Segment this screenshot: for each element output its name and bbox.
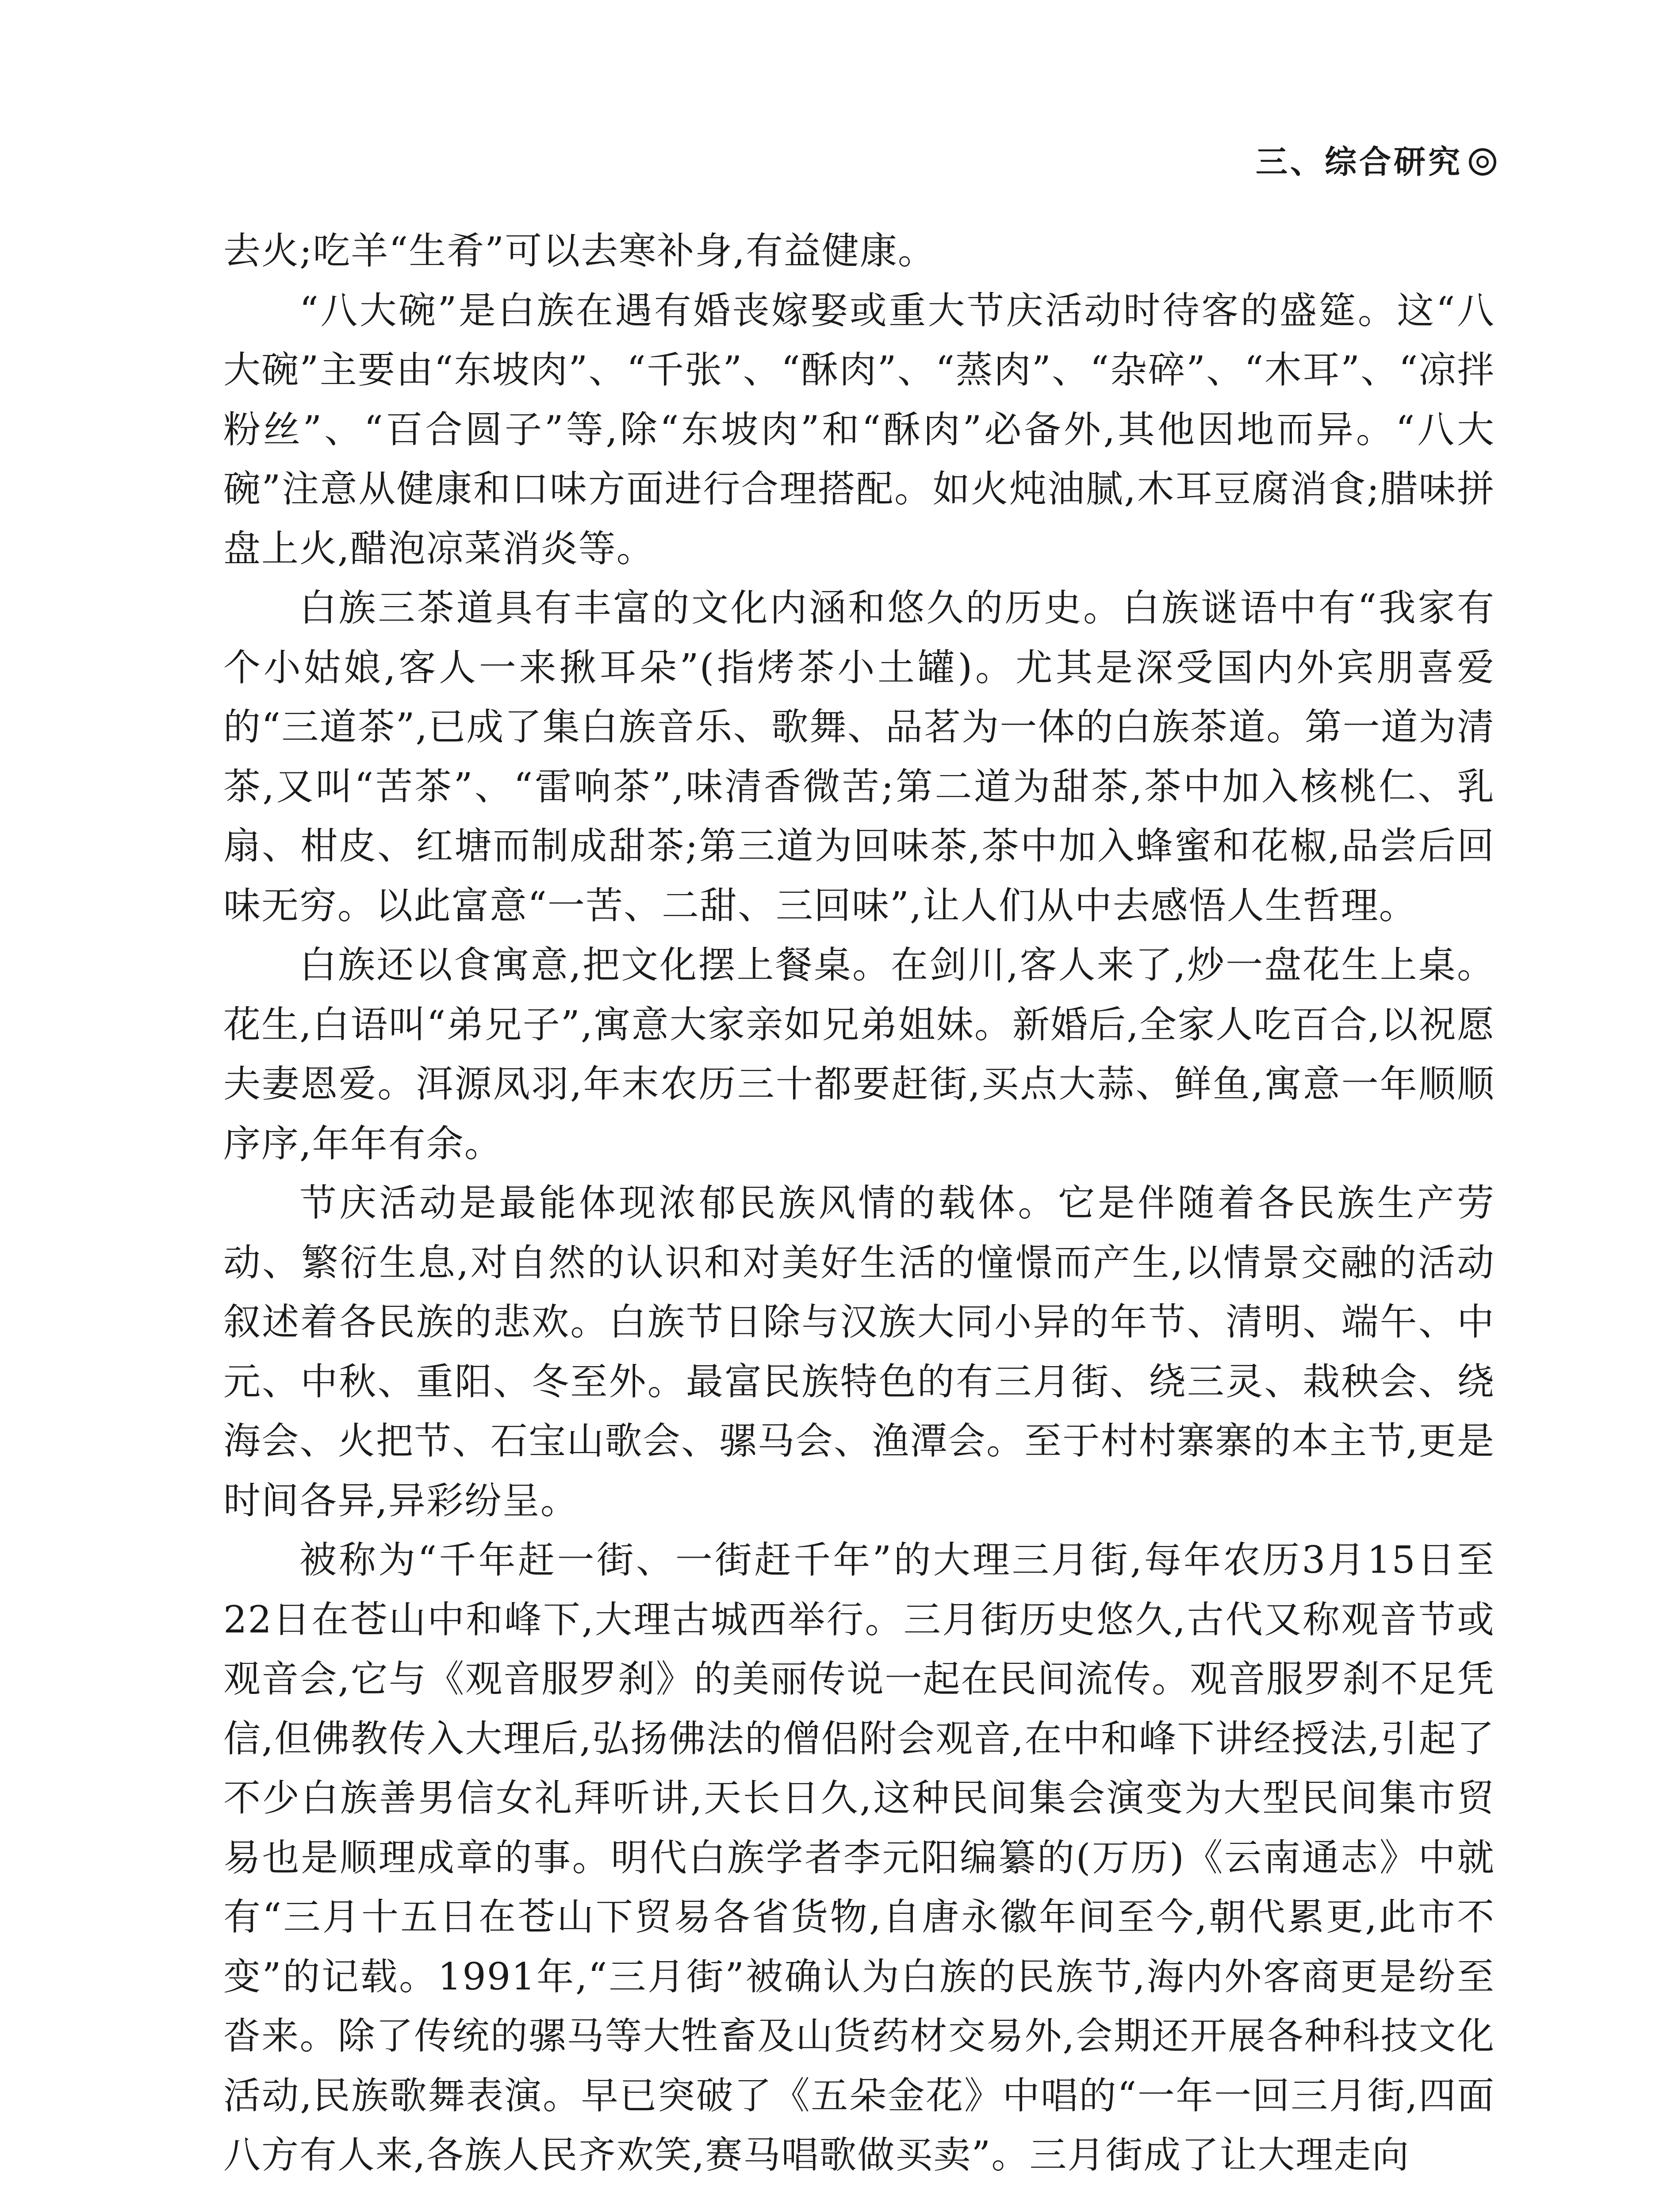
double-circle-icon <box>1469 148 1496 176</box>
paragraph: 白族还以食寓意,把文化摆上餐桌。在剑川,客人来了,炒一盘花生上桌。花生,白语叫“弟兄子”,寓意大家亲如兄弟姐妹。新婚后,全家人吃百合,以祝愿夫妻恩爱。洱源凤羽,年末农历三十都要赶街,买点大蒜、鲜鱼,寓意一年顺顺序序,年年有余。 <box>223 943 1495 1165</box>
paragraph: 去火;吃羊“生肴”可以去寒补身,有益健康。 <box>223 229 936 273</box>
body-text <box>223 221 1495 2185</box>
paragraph: 被称为“千年赶一街、一街赶千年”的大理三月街,每年农历3月15日至22日在苍山中和峰下,大理古城西举行。三月街历史悠久,古代又称观音节或观音会,它与《观音服罗刹》的美丽传说一起在民间流传。观音服罗刹不足凭信,但佛教传入大理后,弘扬佛法的僧侣附会观音,在中和峰下讲经授法,引起了不少白族善男信女礼拜听讲,天长日久,这种民间集会演变为大型民间集市贸易也是顺理成章的事。明代白族学者李元阳编纂的(万历)《云南通志》中就有“三月十五日在苍山下贸易各省货物,自唐永徽年间至今,朝代累更,此市不变”的记载。1991年,“三月街”被确认为白族的民族节,海内外客商更是纷至沓来。除了传统的骡马等大牲畜及山货药材交易外,会期还开展各种科技文化活动,民族歌舞表演。早已突破了《五朵金花》中唱的“一年一回三月街,四面八方有人来,各族人民齐欢笑,赛马唱歌做买卖”。三月街成了让大理走向 <box>223 1538 1495 2177</box>
running-head <box>1255 143 1496 180</box>
paragraph: 节庆活动是最能体现浓郁民族风情的载体。它是伴随着各民族生产劳动、繁衍生息,对自然的认识和对美好生活的憧憬而产生,以情景交融的活动叙述着各民族的悲欢。白族节日除与汉族大同小异的年节、清明、端午、中元、中秋、重阳、冬至外。最富民族特色的有三月街、绕三灵、栽秧会、绕海会、火把节、石宝山歌会、骡马会、渔潭会。至于村村寨寨的本主节,更是时间各异,异彩纷呈。 <box>223 1181 1495 1522</box>
paragraph: “八大碗”是白族在遇有婚丧嫁娶或重大节庆活动时待客的盛筵。这“八大碗”主要由“东坡肉”、“千张”、“酥肉”、“蒸肉”、“杂碎”、“木耳”、“凉拌粉丝”、“百合圆子”等,除“东坡肉”和“酥肉”必备外,其他因地而异。“八大碗”注意从健康和口味方面进行合理搭配。如火炖油腻,木耳豆腐消食;腊味拼盘上火,醋泡凉菜消炎等。 <box>223 288 1495 570</box>
paragraph: 白族三茶道具有丰富的文化内涵和悠久的历史。白族谜语中有“我家有个小姑娘,客人一来揪耳朵”(指烤茶小土罐)。尤其是深受国内外宾朋喜爱的“三道茶”,已成了集白族音乐、歌舞、品茗为一体的白族茶道。第一道为清茶,又叫“苦茶”、“雷响茶”,味清香微苦;第二道为甜茶,茶中加入核桃仁、乳扇、柑皮、红塘而制成甜茶;第三道为回味茶,茶中加入蜂蜜和花椒,品尝后回味无穷。以此富意“一苦、二甜、三回味”,让人们从中去感悟人生哲理。 <box>223 586 1495 927</box>
running-title: 三、综合研究 <box>1255 143 1463 180</box>
